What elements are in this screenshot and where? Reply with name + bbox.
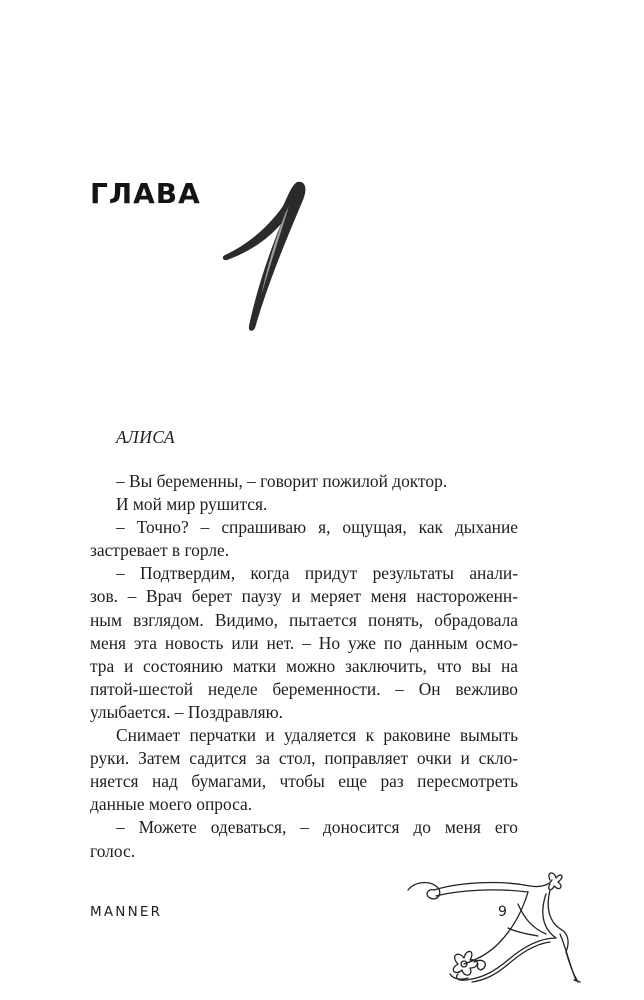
- shoe-heel: [560, 934, 580, 982]
- text-line: руки. Затем садится за стол, поправляет очки и скло-: [90, 748, 518, 769]
- text-line: – Вы беременны, – говорит пожилой доктор.: [116, 471, 448, 491]
- text-line: Снимает перчатки и удаляется к раковине вымыть: [116, 725, 518, 746]
- chapter-body-text: [90, 470, 518, 863]
- text-line: ным взглядом. Видимо, пытается понять, обрадовала: [90, 609, 518, 630]
- text-line: – Можете одеваться, – доносится до меня его: [116, 817, 518, 838]
- high-heel-shoe-illustration: [400, 868, 585, 988]
- chapter-label: ГЛАВА: [90, 177, 201, 210]
- text-line: – Точно? – спрашиваю я, ощущая, как дыхание: [116, 517, 518, 538]
- shoe-ankle-strap: [434, 880, 552, 890]
- page-number: 9: [498, 904, 507, 920]
- text-line: меня эта новость или нет. – Но уже по данным осмо-: [90, 632, 518, 653]
- shoe-heel-counter: [548, 890, 568, 952]
- text-line: тра и состоянию матки можно заключить, что вы на: [90, 655, 518, 676]
- shoe-upper: [464, 892, 528, 964]
- footer-brand: MANNER: [90, 904, 163, 920]
- text-line: данные моего опроса.: [90, 794, 253, 815]
- text-line: улыбается. – Поздравляю.: [90, 701, 283, 722]
- text-line: голос.: [90, 840, 136, 861]
- text-line: пятой-шестой неделе беременности. – Он вежливо: [90, 678, 518, 699]
- text-line: застревает в горле.: [90, 540, 230, 561]
- shoe-ankle-strap-swirl: [408, 883, 440, 899]
- text-line: зов. – Врач берет паузу и меряет меня настороженн-: [90, 586, 518, 607]
- chapter-number-one: [215, 176, 325, 336]
- text-line: няется над бумагами, чтобы еще раз пересмотреть: [90, 771, 518, 792]
- narrator-heading: АЛИСА: [116, 427, 176, 447]
- text-line: – Подтвердим, когда придут результаты анали-: [116, 563, 518, 584]
- chapter-number-one-stroke: [223, 182, 306, 331]
- text-line: И мой мир рушится.: [116, 494, 268, 515]
